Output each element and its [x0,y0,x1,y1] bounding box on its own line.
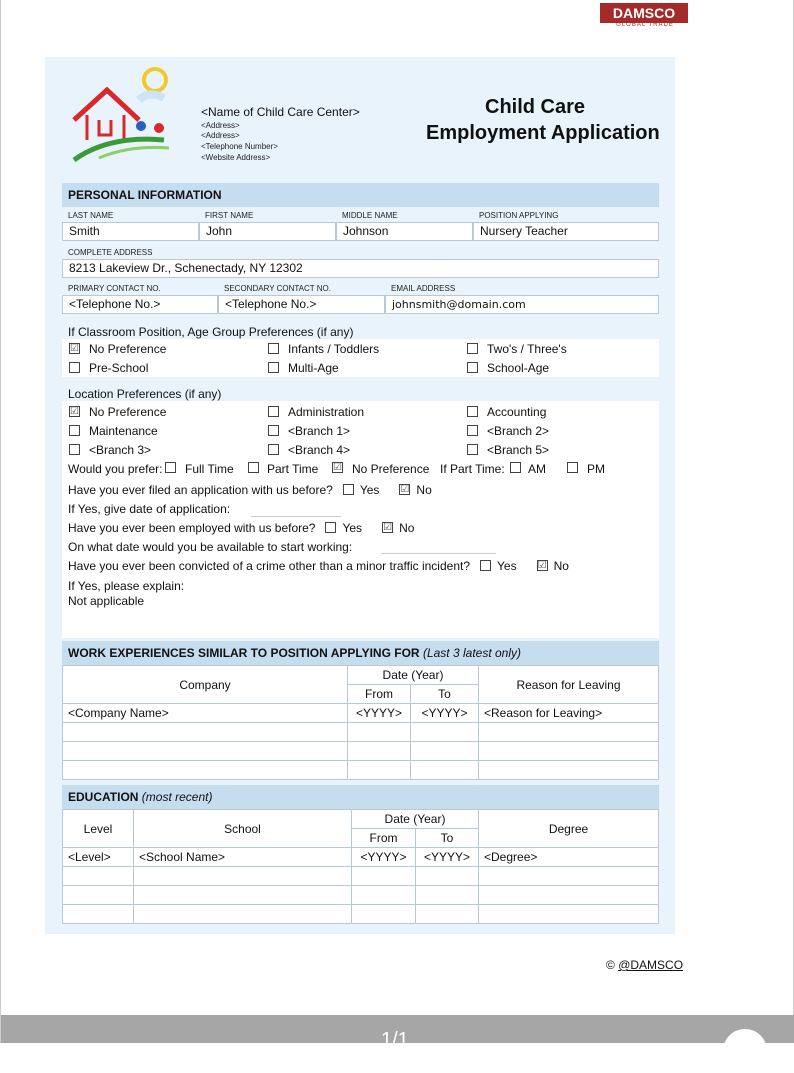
am-checkbox[interactable] [510,462,521,473]
location-option-checkbox[interactable] [268,444,279,455]
location-option-label: No Preference [89,405,167,419]
if-part-time-label: If Part Time: [440,462,505,476]
age-group-option-label: Infants / Toddlers [288,342,380,356]
education-table [62,809,659,924]
center-name: <Name of Child Care Center> [201,105,360,119]
location-label: Location Preferences (if any) [68,387,222,401]
viewer-page-bar [1,1015,794,1051]
copyright-symbol: © [606,958,615,972]
age-group-label: If Classroom Position, Age Group Preferences (if any) [68,325,354,339]
company-cell[interactable] [63,761,348,780]
position-label: POSITION APPLYING [479,211,559,220]
to-cell[interactable] [411,723,479,742]
convicted-row [68,558,589,573]
employed-no-label: No [399,520,415,535]
location-option-checkbox[interactable] [268,425,279,436]
page-indicator: 1/1 [381,1029,409,1051]
part-time-checkbox[interactable] [248,462,259,473]
position-field[interactable]: Nursery Teacher [473,222,659,241]
filed-date-field[interactable] [251,516,341,517]
filed-row [68,482,452,497]
table-row [63,848,659,867]
prefer-label: Would you prefer: [68,462,163,476]
address-label: COMPLETE ADDRESS [68,248,153,257]
location-option-checkbox[interactable] [69,425,80,436]
from-cell[interactable] [352,867,416,886]
col-degree: Degree [479,810,659,848]
employed-question: Have you ever been employed with us before? [68,520,316,535]
table-row [63,704,659,723]
convicted-yes-checkbox[interactable] [480,560,491,571]
filed-question: Have you ever filed an application with us before? [68,482,333,497]
work-heading-note: (Last 3 latest only) [422,646,521,660]
location-option-label: <Branch 5> [487,443,550,457]
school-cell[interactable] [134,886,352,905]
explain-field[interactable]: Not applicable [68,594,145,608]
pm-label: PM [587,462,605,476]
address-field[interactable]: 8213 Lakeview Dr., Schenectady, NY 12302 [62,259,659,278]
company-cell[interactable]: <Company Name> [63,704,348,723]
age-group-option-label: Two's / Three's [487,342,567,356]
age-group-option-label: No Preference [89,342,167,356]
education-heading: EDUCATION [68,790,139,804]
to-cell[interactable]: <YYYY> [411,704,479,723]
start-date-field[interactable] [381,553,496,554]
middle-name-label: MIDDLE NAME [342,211,398,220]
convicted-no-checkbox[interactable]: ☑ [537,560,547,571]
center-address-1: <Address> [201,121,240,130]
to-cell[interactable] [411,761,479,780]
school-cell[interactable] [134,905,352,924]
to-cell[interactable] [411,742,479,761]
reason-cell[interactable] [479,742,659,761]
convicted-question: Have you ever been convicted of a crime other than a minor traffic incident? [68,558,470,573]
reason-cell[interactable] [479,761,659,780]
pm-checkbox[interactable] [567,462,578,473]
convicted-no-label: No [553,558,569,573]
location-option-checkbox[interactable] [467,444,478,455]
full-time-label: Full Time [185,462,234,476]
location-option-checkbox[interactable] [69,444,80,455]
location-option-label: Maintenance [89,424,158,438]
level-cell[interactable]: <Level> [63,848,134,867]
explain-label: If Yes, please explain: [68,579,185,593]
am-label: AM [528,462,546,476]
col-school: School [134,810,352,848]
filed-date-label: If Yes, give date of application: [68,502,231,516]
employed-yes-label: Yes [342,520,363,535]
location-option-label: <Branch 3> [89,443,152,457]
first-name-label: FIRST NAME [205,211,254,220]
location-option-label: Accounting [487,405,547,419]
age-group-option-checkbox[interactable] [69,362,80,373]
col-from: From [348,685,411,704]
from-cell[interactable]: <YYYY> [348,704,411,723]
col-to: To [411,685,479,704]
title-line-1: Child Care [485,96,586,118]
primary-contact-field[interactable]: <Telephone No.> [62,295,218,314]
primary-contact-label: PRIMARY CONTACT NO. [68,284,161,293]
degree-cell[interactable] [479,886,659,905]
age-group-option-checkbox[interactable] [467,362,478,373]
from-cell[interactable] [348,723,411,742]
location-option-checkbox[interactable]: ☑ [70,406,79,417]
center-address-2: <Address> [201,131,240,140]
location-option-checkbox[interactable] [467,406,478,417]
scroll-top-button[interactable] [723,1029,767,1073]
part-time-label: Part Time [267,462,319,476]
from-cell[interactable] [348,742,411,761]
from-cell[interactable] [352,886,416,905]
center-phone: <Telephone Number> [201,142,278,151]
age-group-option-label: School-Age [487,361,550,375]
child-care-logo-icon [69,60,179,165]
reason-cell[interactable] [479,723,659,742]
employed-yes-checkbox[interactable] [325,522,336,533]
damsco-tagline: GLOBAL TRADE [616,22,674,28]
location-option-checkbox[interactable] [467,425,478,436]
age-group-option-checkbox[interactable] [467,343,478,354]
age-group-option-label: Multi-Age [288,361,339,375]
degree-cell[interactable] [479,905,659,924]
filed-no-label: No [416,482,432,497]
copyright [606,958,683,972]
middle-name-field[interactable]: Johnson [336,222,473,241]
degree-cell[interactable]: <Degree> [479,848,659,867]
no-preference-label: No Preference [352,462,430,476]
to-cell[interactable]: <YYYY> [416,848,479,867]
to-cell[interactable] [416,867,479,886]
school-cell[interactable]: <School Name> [134,848,352,867]
location-option-label: <Branch 4> [288,443,351,457]
personal-info-header: PERSONAL INFORMATION [62,183,659,207]
work-experience-header [62,641,659,665]
email-label: EMAIL ADDRESS [391,284,456,293]
secondary-contact-label: SECONDARY CONTACT NO. [224,284,331,293]
last-name-field[interactable]: Smith [62,222,199,241]
table-row [63,905,659,924]
title-line-2: Employment Application [426,122,660,144]
secondary-contact-field[interactable]: <Telephone No.> [218,295,385,314]
filed-yes-label: Yes [359,482,380,497]
convicted-yes-label: Yes [497,558,517,573]
table-row [63,723,659,742]
to-cell[interactable] [416,886,479,905]
filed-yes-checkbox[interactable] [343,484,354,495]
col-from: From [352,829,416,848]
filed-no-checkbox[interactable]: ☑ [400,484,410,495]
first-name-field[interactable]: John [199,222,336,241]
table-row [63,867,659,886]
col-level: Level [63,810,134,848]
education-header [62,785,659,809]
company-cell[interactable] [63,723,348,742]
level-cell[interactable] [63,867,134,886]
age-group-option-checkbox[interactable] [268,362,279,373]
level-cell[interactable] [63,905,134,924]
age-group-option-checkbox[interactable]: ☑ [70,343,79,354]
table-row [63,742,659,761]
center-website: <Website Address> [201,153,271,162]
col-reason: Reason for Leaving [479,666,659,704]
employed-row [68,520,434,535]
last-name-label: LAST NAME [68,211,114,220]
col-date: Date (Year) [348,666,479,685]
no-preference-checkbox[interactable]: ☑ [333,462,342,473]
degree-cell[interactable] [479,867,659,886]
table-row [63,886,659,905]
school-cell[interactable] [134,867,352,886]
age-group-option-label: Pre-School [89,361,149,375]
damsco-link[interactable]: @DAMSCO [618,958,684,972]
from-cell[interactable] [348,761,411,780]
work-table [62,665,659,780]
to-cell[interactable] [416,905,479,924]
full-time-checkbox[interactable] [165,462,176,473]
damsco-logo: DAMSCO [600,3,688,23]
location-option-label: Administration [288,405,365,419]
work-heading: WORK EXPERIENCES SIMILAR TO POSITION APPLYING FOR [68,646,420,660]
email-field[interactable]: johnsmith@domain.com [385,295,659,314]
age-group-option-checkbox[interactable] [268,343,279,354]
table-row [63,761,659,780]
employed-no-checkbox[interactable]: ☑ [383,522,393,533]
from-cell[interactable]: <YYYY> [352,848,416,867]
reason-cell[interactable]: <Reason for Leaving> [479,704,659,723]
col-to: To [416,829,479,848]
education-heading-note: (most recent) [141,790,213,804]
location-option-label: <Branch 2> [487,424,550,438]
company-cell[interactable] [63,742,348,761]
start-date-question: On what date would you be available to start working: [68,540,353,554]
col-company: Company [63,666,348,704]
level-cell[interactable] [63,886,134,905]
col-date: Date (Year) [352,810,479,829]
location-option-label: <Branch 1> [288,424,351,438]
from-cell[interactable] [352,905,416,924]
location-option-checkbox[interactable] [268,406,279,417]
